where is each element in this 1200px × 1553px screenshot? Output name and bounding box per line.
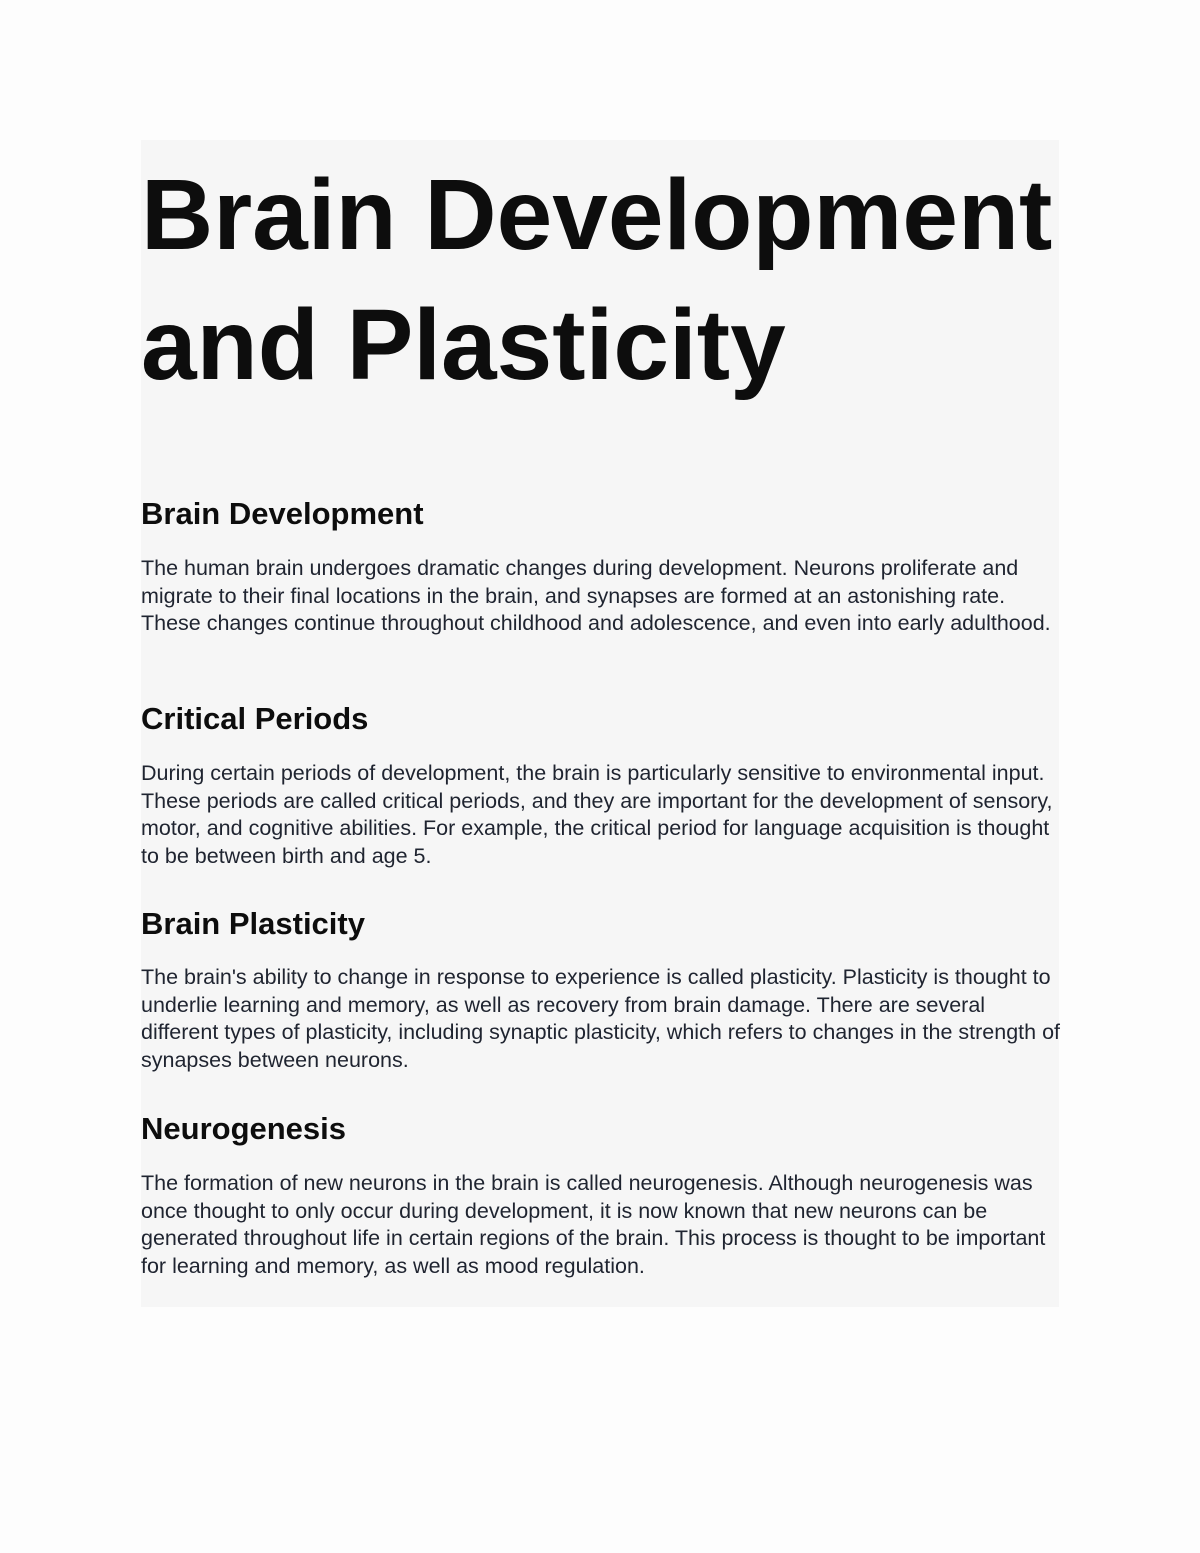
section-body-brain-plasticity: The brain's ability to change in response to experience is called plasticity. Plasticity is thought to underlie learning and memory, as well as recovery from brain damage. There are several different types of plasticity, including synaptic plasticity, which refers to changes in the strength of synapses between neurons. (141, 965, 1060, 1072)
section-body-neurogenesis: The formation of new neurons in the brain is called neurogenesis. Although neurogenesis was once thought to only occur during development, it is now known that new neurons can be generated throughout life in certain regions of the brain. This process is thought to be important for learning and memory, as well as mood regulation. (141, 1171, 1046, 1278)
section-heading-brain-development: Brain Development (141, 496, 424, 531)
section-heading-brain-plasticity: Brain Plasticity (141, 906, 365, 941)
section-body-brain-development: The human brain undergoes dramatic changes during development. Neurons proliferate and migrate to their final locations in the brain, and synapses are formed at an astonishing rate. These changes continue throughout childhood and adolescence, and even into early adulthood. (141, 556, 1051, 635)
section-heading-critical-periods: Critical Periods (141, 701, 369, 736)
document-title: Brain Development and Plasticity (141, 159, 1053, 401)
section-body-critical-periods: During certain periods of development, the brain is particularly sensitive to environmental input. These periods are called critical periods, and they are important for the development of sensory, motor, and cognitive abilities. For example, the critical period for language acquisition is thought to be between birth and age 5. (141, 761, 1053, 868)
section-heading-neurogenesis: Neurogenesis (141, 1111, 347, 1146)
